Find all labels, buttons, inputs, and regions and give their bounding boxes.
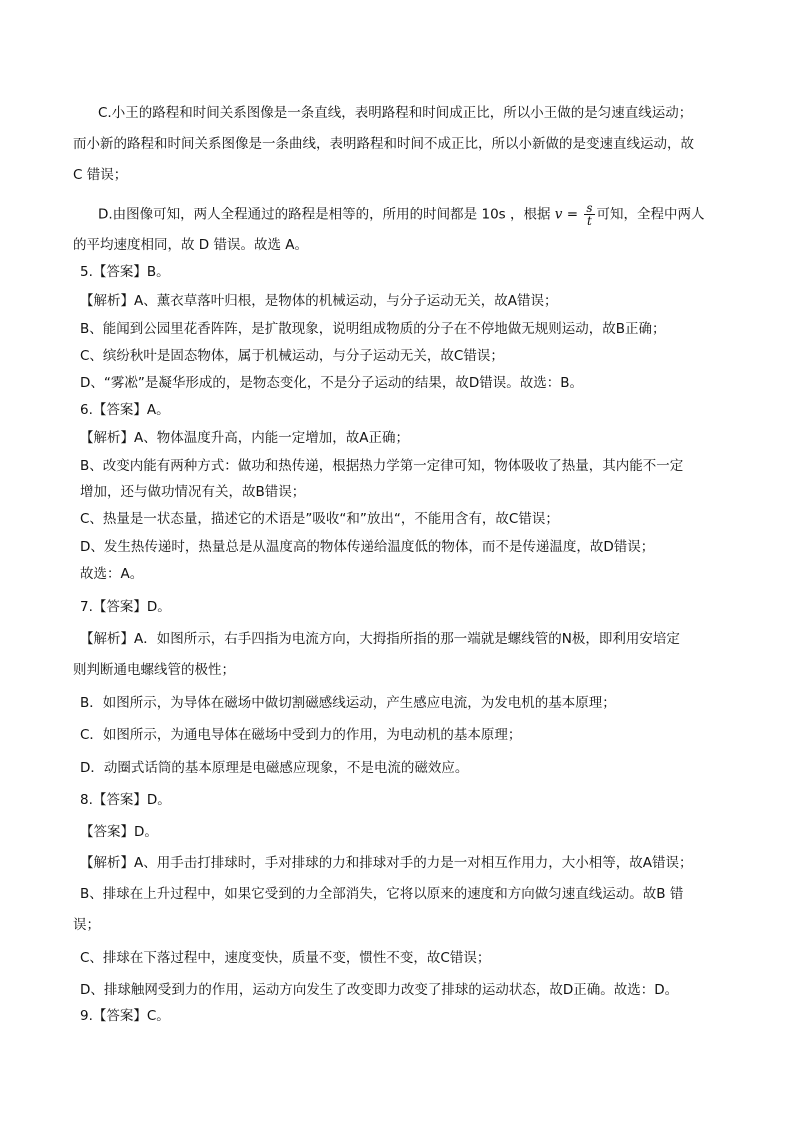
text-line: 故选：A。 bbox=[80, 566, 144, 582]
text-line: D、排球触网受到力的作用，运动方向发生了改变即力改变了排球的运动状态，故D正确。故选：D。 bbox=[80, 982, 679, 998]
answer-heading: 8.【答案】D。 bbox=[80, 792, 171, 808]
text-line: B、改变内能有两种方式：做功和热传递，根据热力学第一定律可知，物体吸收了热量，其内能不一定 bbox=[80, 458, 684, 474]
answer-heading: 7.【答案】D。 bbox=[80, 599, 171, 615]
text-line: 而小新的路程和时间关系图像是一条曲线，表明路程和时间不成正比，所以小新做的是变速直线运动，故 bbox=[73, 136, 694, 152]
text-line: C、排球在下落过程中，速度变快，质量不变，惯性不变，故C错误； bbox=[80, 950, 491, 966]
text-line: D、发生热传递时，热量总是从温度高的物体传递给温度低的物体，而不是传递温度，故D错误； bbox=[80, 539, 655, 555]
text-line: 增加，还与做功情况有关，故B错误； bbox=[80, 484, 306, 500]
text-line: D．动圈式话筒的基本原理是电磁感应现象，不是电流的磁效应。 bbox=[80, 760, 469, 776]
text-line: 的平均速度相同，故 D 错误。故选 A。 bbox=[73, 237, 309, 253]
answer-heading: 9.【答案】C。 bbox=[80, 1008, 170, 1024]
text-segment: D.由图像可知，两人全程通过的路程是相等的，所用的时间都是 10s ，根据 bbox=[98, 206, 555, 223]
text-line: C、热量是一状态量，描述它的术语是”吸收“和”放出“，不能用含有，故C错误； bbox=[80, 511, 559, 527]
text-line: 【解析】A、物体温度升高，内能一定增加，故A正确； bbox=[80, 430, 409, 446]
text-line: D、“雾凇”是凝华形成的，是物态变化，不是分子运动的结果，故D错误。故选：B。 bbox=[80, 375, 584, 391]
text-line: C.小王的路程和时间关系图像是一条直线，表明路程和时间成正比，所以小王做的是匀速直线运动； bbox=[98, 105, 693, 121]
text-line: B、能闻到公园里花香阵阵，是扩散现象，说明组成物质的分子在不停地做无规则运动，故B正确； bbox=[80, 321, 666, 337]
fraction-numerator: s bbox=[586, 201, 593, 215]
text-line: 【解析】A．如图所示，右手四指为电流方向，大拇指所指的那一端就是螺线管的N极，即利用安培定 bbox=[80, 631, 680, 647]
text-line: C、缤纷秋叶是固态物体，属于机械运动，与分子运动无关，故C错误； bbox=[80, 348, 504, 364]
answer-heading: 【答案】D。 bbox=[80, 824, 158, 840]
answer-heading: 6.【答案】A。 bbox=[80, 402, 170, 418]
text-line: 【解析】A、薰衣草落叶归根，是物体的机械运动，与分子运动无关，故A错误； bbox=[80, 293, 558, 309]
formula-equals: = bbox=[562, 206, 583, 223]
text-line: B．如图所示，为导体在磁场中做切割磁感线运动，产生感应电流，为发电机的基本原理； bbox=[80, 695, 616, 711]
text-line: 【解析】A、用手击打排球时，手对排球的力和排球对手的力是一对相互作用力，大小相等，故A错误； bbox=[80, 855, 693, 871]
formula-fraction bbox=[584, 202, 594, 227]
text-line: C．如图所示，为通电导体在磁场中受到力的作用，为电动机的基本原理； bbox=[80, 727, 522, 743]
formula-variable: v bbox=[554, 206, 563, 223]
text-line-with-formula bbox=[98, 202, 705, 227]
text-segment: 可知，全程中两人 bbox=[596, 206, 705, 223]
text-line: C 错误； bbox=[73, 167, 128, 183]
answer-heading: 5.【答案】B。 bbox=[80, 264, 170, 280]
text-line: B、排球在上升过程中，如果它受到的力全部消失，它将以原来的速度和方向做匀速直线运动。故B 错 bbox=[80, 886, 684, 902]
fraction-denominator: t bbox=[587, 214, 592, 228]
text-line: 误； bbox=[73, 917, 100, 933]
text-line: 则判断通电螺线管的极性； bbox=[73, 662, 235, 678]
